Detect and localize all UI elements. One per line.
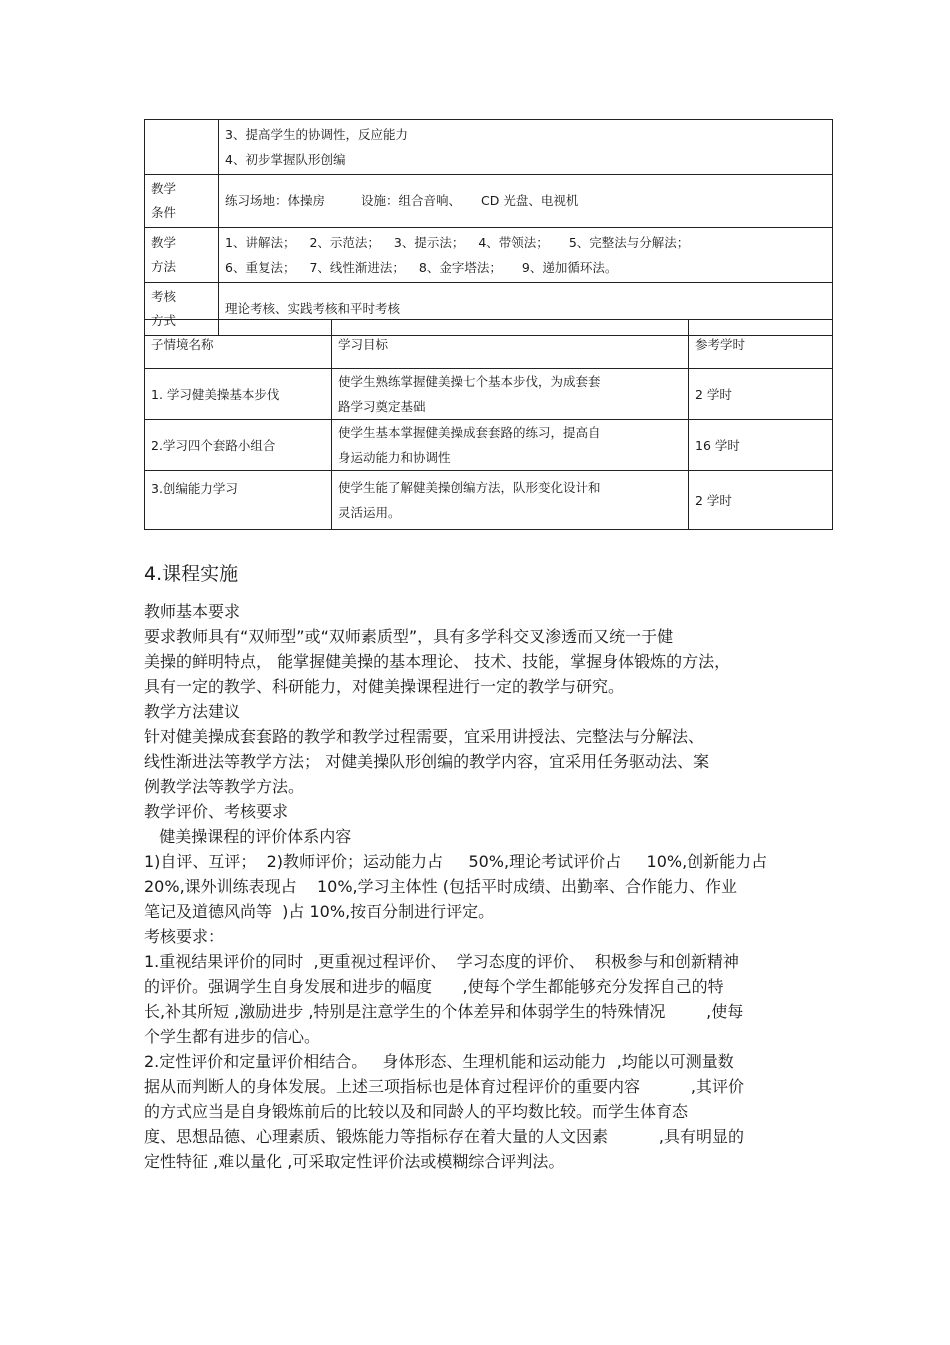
row-hours: 2 学时: [689, 369, 833, 420]
assessment-value: 理论考核、实践考核和平时考核: [219, 283, 833, 336]
row-goal: 使学生能了解健美操创编方法，队形变化设计和 灵活运用。: [332, 471, 689, 530]
venue-text: 练习场地：体操房: [225, 193, 326, 208]
methods-row: [145, 228, 833, 283]
header-goal: 学习目标: [332, 320, 689, 369]
subheading: 教师基本要求: [144, 602, 241, 621]
text-line: 的评价。强调学生自身发展和进步的幅度 ,使每个学生都能够充分发挥自己的特: [144, 977, 724, 996]
conditions-row: [145, 175, 833, 228]
header-hours: 参考学时: [689, 320, 833, 369]
conditions-label: 教学 条件: [145, 175, 219, 228]
text-line: 20%,课外训练表现占 10%,学习主体性 (包括平时成绩、出勤率、合作能力、作业: [144, 877, 737, 896]
methods-cell: [219, 228, 833, 283]
text-line: 线性渐进法等教学方法； 对健美操队形创编的教学内容，宜采用任务驱动法、案: [144, 752, 710, 771]
goals-label-cell: [145, 120, 219, 175]
row-goal: 使学生基本掌握健美操成套套路的练习，提高自 身运动能力和协调性: [332, 420, 689, 471]
row-name: 2.学习四个套路小组合: [145, 420, 332, 471]
text-line: 据从而判断人的身体发展。上述三项指标也是体育过程评价的重要内容 ,其评价: [144, 1077, 744, 1096]
text-line: 例教学法等教学方法。: [144, 777, 305, 796]
row-goal: 使学生熟练掌握健美操七个基本步伐，为成套套 路学习奠定基础: [332, 369, 689, 420]
header-name: 子情境名称: [145, 320, 332, 369]
methods-line-2: 6、重复法； 7、线性渐进法； 8、金字塔法； 9、递加循环法。: [225, 260, 618, 275]
row-hours: 2 学时: [689, 471, 833, 530]
row-name: 1. 学习健美操基本步伐: [145, 369, 332, 420]
table-row: [145, 420, 833, 471]
goal-item: 3、提高学生的协调性，反应能力: [225, 127, 408, 142]
conditions-cell: [219, 175, 833, 228]
section-title: 4.课程实施: [144, 563, 239, 585]
table-row: [145, 471, 833, 530]
text-line: 具有一定的教学、科研能力，对健美操课程进行一定的教学与研究。: [144, 677, 625, 696]
text-line: 1)自评、互评； 2)教师评价；运动能力占 50%,理论考试评价占 10%,创新能力占: [144, 852, 768, 871]
text-line: 针对健美操成套套路的教学和教学过程需要，宜采用讲授法、完整法与分解法、: [144, 727, 705, 746]
media-text: CD 光盘、电视机: [481, 193, 579, 208]
subheading: 考核要求：: [144, 927, 225, 946]
course-info-table: [144, 119, 833, 336]
text-line: 健美操课程的评价体系内容: [144, 827, 352, 846]
goals-row: [145, 120, 833, 175]
text-line: 1.重视结果评价的同时 ,更重视过程评价、 学习态度的评价、 积极参与和创新精神: [144, 952, 739, 971]
course-implementation-section: [144, 561, 824, 1174]
text-line: 2.定性评价和定量评价相结合。 身体形态、生理机能和运动能力 ,均能以可测量数: [144, 1052, 734, 1071]
table-row: [145, 369, 833, 420]
table-header-row: [145, 320, 833, 369]
text-line: 美操的鲜明特点， 能掌握健美操的基本理论、 技术、技能，掌握身体锻炼的方法，: [144, 652, 731, 671]
text-line: 定性特征 ,难以量化 ,可采取定性评价法或模糊综合评判法。: [144, 1152, 565, 1171]
methods-label: 教学 方法: [145, 228, 219, 283]
text-line: 笔记及道德风尚等 )占 10%,按百分制进行评定。: [144, 902, 495, 921]
text-line: 度、思想品德、心理素质、锻炼能力等指标存在着大量的人文因素 ,具有明显的: [144, 1127, 744, 1146]
sub-situation-table: [144, 319, 833, 530]
goal-item: 4、初步掌握队形创编: [225, 152, 346, 167]
subheading: 教学方法建议: [144, 702, 241, 721]
text-line: 要求教师具有“双师型”或“双师素质型”，具有多学科交叉渗透而又统一于健: [144, 627, 674, 646]
goals-cell: [219, 120, 833, 175]
row-name: 3.创编能力学习: [145, 471, 332, 530]
row-hours: 16 学时: [689, 420, 833, 471]
assessment-label: 考核 方式: [145, 283, 219, 336]
text-line: 长,补其所短 ,激励进步 ,特别是注意学生的个体差异和体弱学生的特殊情况 ,使每: [144, 1002, 744, 1021]
subheading: 教学评价、考核要求: [144, 802, 289, 821]
text-line: 个学生都有进步的信心。: [144, 1027, 321, 1046]
methods-line-1: 1、讲解法； 2、示范法； 3、提示法； 4、带领法； 5、完整法与分解法；: [225, 235, 690, 250]
equipment-text: 设施：组合音响、: [361, 193, 462, 208]
text-line: 的方式应当是自身锻炼前后的比较以及和同龄人的平均数比较。而学生体育态: [144, 1102, 689, 1121]
